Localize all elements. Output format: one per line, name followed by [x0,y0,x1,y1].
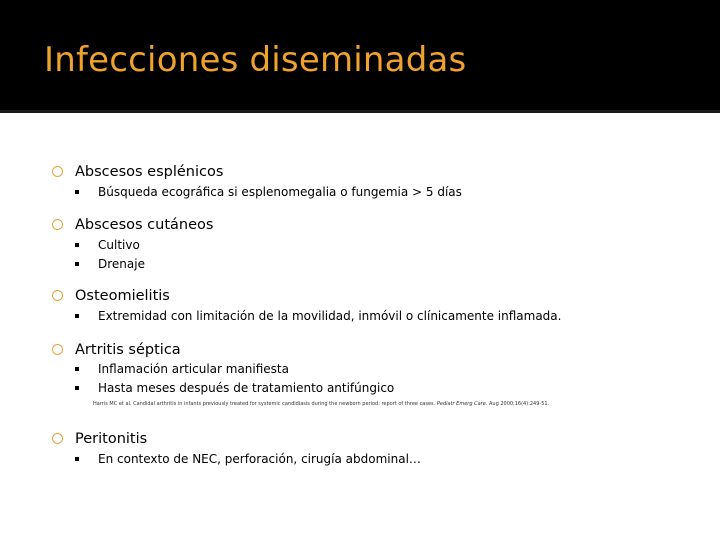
ring-bullet-icon [52,344,63,355]
ring-bullet-icon [52,290,63,301]
square-bullet-icon [75,457,79,461]
bullet-item [52,217,213,274]
bullet-item [52,431,421,469]
ring-bullet-icon [52,219,63,230]
bullet-label: Abscesos esplénicos [75,164,224,180]
sub-bullet-label: Extremidad con limitación de la movilidad, inmóvil o clínicamente inflamada. [98,309,562,323]
sub-bullet-label: En contexto de NEC, perforación, cirugía abdominal… [98,452,421,466]
bullet-label: Artritis séptica [75,342,181,358]
bullet-label: Peritonitis [75,431,148,447]
square-bullet-icon [75,367,79,371]
sub-bullet-label: Drenaje [98,257,145,271]
slide-body [0,113,720,540]
citation-tail: Aug 2000;16(4):249-51. [488,401,550,407]
square-bullet-icon [75,386,79,390]
sub-bullet-label: Hasta meses después de tratamiento antifúngico [98,381,395,395]
citation [93,400,613,408]
sub-bullet-label: Cultivo [98,238,140,252]
square-bullet-icon [75,243,79,247]
bullet-item [52,342,613,408]
sub-bullet-label: Inflamación articular manifiesta [98,362,289,376]
ring-bullet-icon [52,166,63,177]
citation-text: Harris MC et al. Candidal arthritis in infants previously treated for systemic candidiasis during the newborn period: report of three cases. [93,401,436,407]
citation-journal: Pediatr Emerg Care. [436,401,488,407]
square-bullet-icon [75,190,79,194]
slide-title: Infecciones diseminadas [44,40,467,80]
title-bar [0,0,720,110]
bullet-item [52,164,462,202]
bullet-label: Osteomielitis [75,288,170,304]
bullet-label: Abscesos cutáneos [75,217,214,233]
sub-bullet-label: Búsqueda ecográfica si esplenomegalia o fungemia > 5 días [98,185,462,199]
ring-bullet-icon [52,433,63,444]
square-bullet-icon [75,262,79,266]
square-bullet-icon [75,314,79,318]
bullet-item [52,288,561,326]
